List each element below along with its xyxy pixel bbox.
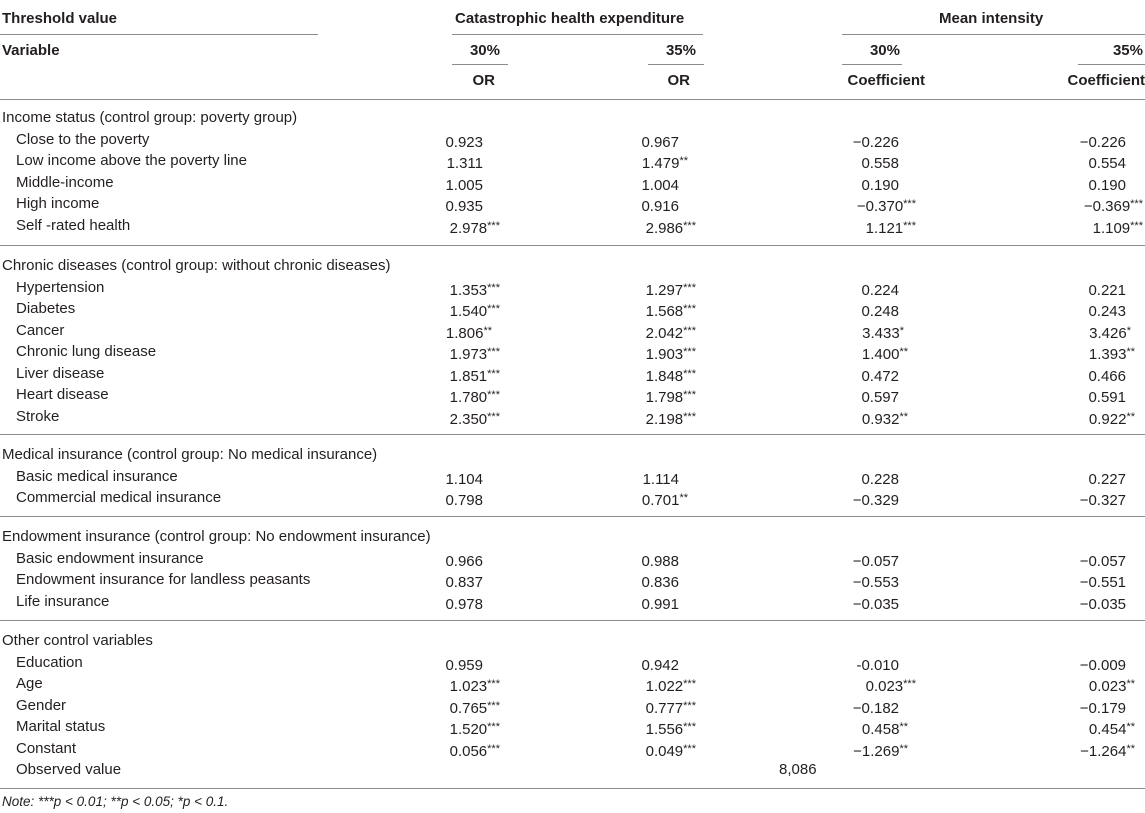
significance-stars: *** [683, 699, 696, 712]
table-cell [853, 549, 916, 572]
table-cell [646, 364, 696, 387]
significance-stars: ** [899, 410, 908, 423]
cell-value: 0.056 [449, 742, 488, 760]
table-cell [641, 173, 696, 196]
table-cell [450, 299, 500, 322]
row-label: Hypertension [16, 278, 105, 296]
table-cell [861, 364, 916, 387]
row-label: Chronic lung disease [16, 343, 157, 360]
table-cell [641, 549, 696, 572]
table-cell [862, 321, 916, 344]
cell-value: 0.837 [445, 574, 483, 591]
cell-value: −0.057 [852, 552, 899, 570]
significance-stars: *** [683, 678, 696, 690]
table-cell [1080, 696, 1143, 719]
cell-value: 2.042 [645, 324, 684, 342]
row-label: Low income above the poverty line [16, 152, 247, 169]
significance-stars: *** [487, 699, 500, 712]
significance-stars: ** [1126, 678, 1135, 690]
che-30-header: 30% [469, 42, 500, 59]
row-label: Diabetes [16, 300, 76, 317]
cell-value: −0.179 [1079, 699, 1126, 717]
table-cell [866, 674, 916, 697]
mi-30-header: 30% [869, 42, 900, 59]
cell-value: 0.935 [445, 198, 483, 215]
table-cell [646, 342, 696, 365]
mi-35-stat-header: Coefficient [1067, 72, 1145, 89]
table-cell [445, 467, 500, 490]
significance-stars: ** [483, 324, 492, 337]
cell-value: 0.991 [641, 595, 679, 613]
table-cell [450, 385, 500, 408]
cell-value: 1.973 [449, 346, 488, 363]
cell-value: 0.942 [641, 656, 679, 674]
significance-stars: *** [683, 303, 696, 315]
significance-stars: *** [683, 389, 696, 401]
table-cell [641, 592, 696, 615]
cell-value: 0.923 [445, 133, 483, 151]
table-cell [1080, 488, 1143, 511]
row-label: Life insurance [16, 592, 110, 610]
che-header: Catastrophic health expenditure [455, 10, 685, 27]
significance-stars: *** [683, 410, 696, 423]
table-cell [445, 173, 500, 196]
table-cell [1080, 739, 1143, 762]
cell-value: 0.701 [641, 492, 680, 509]
table-cell [861, 385, 916, 408]
cell-value: 1.903 [645, 346, 684, 363]
cell-value: 0.966 [445, 552, 483, 570]
cell-value: 0.765 [449, 699, 488, 717]
table-cell [1089, 407, 1143, 430]
cell-value: 1.022 [645, 678, 684, 695]
table-cell [1084, 194, 1143, 217]
table-cell [853, 696, 916, 719]
cell-value: 0.777 [645, 699, 684, 717]
cell-value: 0.967 [641, 133, 679, 151]
cell-value: −0.182 [852, 699, 899, 717]
variable-header: Variable [2, 42, 60, 59]
significance-stars: * [899, 324, 904, 337]
cell-value: 1.798 [645, 389, 684, 406]
cell-value: −1.264 [1080, 742, 1127, 760]
table-cell [861, 173, 916, 196]
significance-stars: ** [1126, 742, 1135, 755]
cell-value: 0.932 [861, 410, 900, 428]
cell-value: 1.114 [642, 470, 679, 488]
significance-stars: ** [679, 492, 688, 504]
mi-35-header: 35% [1112, 42, 1143, 59]
cell-value: -0.010 [856, 656, 899, 674]
cell-value: 0.454 [1088, 721, 1127, 738]
cell-value: −0.553 [852, 574, 899, 591]
significance-stars: *** [903, 219, 916, 232]
table-cell [646, 717, 696, 740]
cell-value: 0.466 [1088, 367, 1126, 385]
table-cell [641, 653, 696, 676]
table-cell [450, 717, 500, 740]
table-cell [646, 407, 696, 430]
cell-value: 0.798 [445, 492, 483, 509]
cell-value: 1.393 [1088, 346, 1127, 363]
row-label: Close to the poverty [16, 130, 150, 148]
section-title: Other control variables [2, 632, 153, 649]
cell-value: 0.597 [861, 389, 899, 406]
table-cell [862, 717, 916, 740]
cell-value: −0.009 [1079, 656, 1126, 674]
row-label: Endowment insurance for landless peasants [16, 571, 311, 588]
cell-value: 1.297 [645, 281, 684, 299]
cell-value: −1.269 [853, 742, 900, 760]
row-label: Self -rated health [16, 216, 131, 234]
cell-value: 1.556 [645, 721, 684, 738]
cell-value: 2.986 [645, 219, 684, 237]
significance-stars: *** [1130, 219, 1143, 232]
table-cell [1080, 549, 1143, 572]
cell-value: 3.426 [1089, 324, 1127, 342]
cell-value: 1.121 [865, 219, 904, 237]
significance-stars: *** [487, 678, 500, 690]
table-cell [646, 696, 696, 719]
significance-stars: *** [487, 721, 500, 733]
table-cell [1080, 570, 1143, 593]
subheader-rule [452, 64, 508, 65]
section-rule [0, 516, 1145, 517]
row-label: Constant [16, 739, 77, 757]
cell-value: 1.023 [449, 678, 488, 695]
table-cell [1088, 299, 1143, 322]
table-cell [861, 299, 916, 322]
significance-stars: *** [903, 678, 916, 690]
cell-value: −0.035 [852, 595, 899, 613]
cell-value: −0.057 [1079, 552, 1126, 570]
table-cell [646, 385, 696, 408]
section-rule [0, 245, 1145, 246]
cell-value: 3.433 [862, 324, 900, 342]
che-35-stat-header: OR [667, 72, 690, 89]
table-cell [1089, 321, 1143, 344]
header-bottom-rule [0, 99, 1145, 100]
cell-value: −0.035 [1079, 595, 1126, 613]
table-cell [450, 407, 500, 430]
cell-value: −0.369 [1083, 198, 1131, 215]
cell-value: −0.329 [852, 492, 899, 509]
table-cell [646, 674, 696, 697]
table-cell [1088, 385, 1143, 408]
cell-value: 0.023 [1088, 678, 1127, 695]
table-cell [861, 467, 916, 490]
table-cell [445, 488, 500, 511]
significance-stars: *** [487, 389, 500, 401]
table-cell [1080, 130, 1143, 153]
significance-stars: *** [683, 742, 696, 755]
table-cell [445, 549, 500, 572]
subheader-rule [842, 64, 902, 65]
cell-value: −0.226 [852, 133, 899, 151]
cell-value: 0.554 [1088, 155, 1126, 172]
table-cell [866, 216, 916, 239]
table-cell [646, 216, 696, 239]
significance-stars: ** [1126, 346, 1135, 358]
table-cell [861, 278, 916, 301]
cell-value: 2.198 [645, 410, 684, 428]
table-cell [853, 739, 916, 762]
cell-value: 1.104 [445, 470, 483, 488]
significance-stars: *** [487, 219, 500, 232]
table-cell [445, 653, 500, 676]
cell-value: 0.221 [1088, 281, 1126, 299]
header-rule [0, 34, 318, 35]
cell-value: 1.568 [645, 303, 684, 320]
significance-stars: ** [679, 155, 688, 167]
cell-value: 1.005 [445, 176, 483, 194]
table-cell [446, 321, 500, 344]
cell-value: 1.004 [641, 176, 679, 194]
row-label: Heart disease [16, 386, 109, 403]
cell-value: 0.228 [861, 470, 899, 488]
significance-stars: *** [487, 410, 500, 423]
table-cell [445, 592, 500, 615]
section-rule [0, 620, 1145, 621]
observed-label: Observed value [16, 761, 122, 778]
table-cell [856, 653, 916, 676]
significance-stars: *** [683, 367, 696, 380]
significance-stars: ** [899, 346, 908, 358]
section-title: Endowment insurance (control group: No endowment insurance) [2, 528, 431, 545]
cell-value: 0.472 [861, 367, 899, 385]
cell-value: 0.243 [1088, 303, 1126, 320]
table-cell [641, 194, 696, 217]
table-note: Note: ***p < 0.01; **p < 0.05; *p < 0.1. [2, 794, 229, 809]
table-cell [853, 570, 916, 593]
table-cell [643, 467, 696, 490]
table-cell [1089, 717, 1143, 740]
table-cell [861, 151, 916, 174]
table-cell [447, 151, 500, 174]
significance-stars: *** [487, 742, 500, 755]
cell-value: 1.806 [445, 324, 484, 342]
cell-value: 0.988 [641, 552, 679, 570]
row-label: Commercial medical insurance [16, 489, 222, 506]
cell-value: 0.224 [861, 281, 899, 299]
table-cell [642, 151, 696, 174]
table-cell [445, 194, 500, 217]
table-cell [646, 321, 696, 344]
cell-value: 1.540 [449, 303, 488, 320]
table-cell [641, 130, 696, 153]
row-label: Basic medical insurance [16, 467, 178, 485]
cell-value: 1.311 [446, 155, 483, 172]
significance-stars: *** [683, 346, 696, 358]
table-cell [450, 364, 500, 387]
cell-value: 0.227 [1088, 470, 1126, 488]
table-cell [450, 216, 500, 239]
cell-value: 0.978 [445, 595, 483, 613]
cell-value: 1.353 [449, 281, 488, 299]
cell-value: 0.023 [865, 678, 904, 695]
significance-stars: *** [683, 281, 696, 294]
cell-value: −0.327 [1079, 492, 1126, 509]
section-title: Medical insurance (control group: No medical insurance) [2, 446, 378, 463]
cell-value: 0.959 [445, 656, 483, 674]
table-cell [642, 488, 696, 511]
significance-stars: *** [487, 281, 500, 294]
table-cell [450, 278, 500, 301]
cell-value: −0.551 [1079, 574, 1126, 591]
significance-stars: *** [903, 198, 916, 210]
cell-value: 1.780 [449, 389, 488, 406]
significance-stars: ** [1126, 721, 1135, 733]
row-label: Stroke [16, 407, 60, 425]
cell-value: −0.226 [1079, 133, 1126, 151]
significance-stars: *** [683, 721, 696, 733]
table-cell [1088, 151, 1143, 174]
significance-stars: ** [1126, 410, 1135, 423]
significance-stars: ** [899, 742, 908, 755]
cell-value: 2.350 [449, 410, 488, 428]
cell-value: 1.851 [449, 367, 488, 385]
row-label: Marital status [16, 718, 106, 735]
significance-stars: *** [683, 219, 696, 232]
table-cell [450, 696, 500, 719]
row-label: Education [16, 653, 83, 671]
table-cell [1088, 278, 1143, 301]
significance-stars: ** [899, 721, 908, 733]
cell-value: 1.848 [645, 367, 684, 385]
cell-value: 0.916 [641, 198, 679, 215]
row-label: Cancer [16, 321, 65, 339]
cell-value: 1.109 [1092, 219, 1131, 237]
table-cell [450, 674, 500, 697]
mean-intensity-header: Mean intensity [939, 10, 1044, 27]
table-cell [445, 570, 500, 593]
row-label: Liver disease [16, 364, 105, 382]
table-cell [450, 739, 500, 762]
table-cell [1088, 173, 1143, 196]
subheader-rule [648, 64, 704, 65]
cell-value: 0.558 [861, 155, 899, 172]
row-label: Basic endowment insurance [16, 549, 204, 567]
cell-value: 1.400 [861, 346, 900, 363]
table-cell [1080, 653, 1143, 676]
significance-stars: *** [487, 303, 500, 315]
threshold-header: Threshold value [2, 10, 118, 27]
cell-value: 1.479 [641, 155, 680, 172]
table-cell [1080, 592, 1143, 615]
table-cell [1089, 342, 1143, 365]
cell-value: 0.049 [645, 742, 684, 760]
mi-30-stat-header: Coefficient [847, 72, 925, 89]
cell-value: 0.248 [861, 303, 899, 320]
row-label: Middle-income [16, 173, 114, 191]
cell-value: 0.591 [1088, 389, 1126, 406]
significance-stars: *** [487, 367, 500, 380]
section-title: Income status (control group: poverty group) [2, 109, 298, 126]
table-bottom-rule [0, 788, 1145, 789]
row-label: Age [16, 675, 43, 692]
table-cell [1093, 216, 1143, 239]
che-35-header: 35% [665, 42, 696, 59]
significance-stars: * [1126, 324, 1131, 337]
table-cell [641, 570, 696, 593]
table-cell [853, 130, 916, 153]
section-rule [0, 434, 1145, 435]
che-30-stat-header: OR [472, 72, 495, 89]
table-cell [853, 488, 916, 511]
cell-value: −0.370 [856, 198, 904, 215]
significance-stars: *** [487, 346, 500, 358]
header-rule [842, 34, 1145, 35]
cell-value: 1.520 [449, 721, 488, 738]
table-cell [450, 342, 500, 365]
table-cell [445, 130, 500, 153]
table-cell [853, 592, 916, 615]
cell-value: 0.190 [1088, 176, 1126, 194]
cell-value: 0.190 [861, 176, 899, 194]
table-cell [862, 342, 916, 365]
cell-value: 0.922 [1088, 410, 1127, 428]
significance-stars: *** [683, 324, 696, 337]
table-cell [646, 299, 696, 322]
table-cell [857, 194, 916, 217]
row-label: Gender [16, 696, 67, 714]
significance-stars: *** [1130, 198, 1143, 210]
cell-value: 0.458 [861, 721, 900, 738]
cell-value: 2.978 [449, 219, 488, 237]
header-rule [452, 34, 703, 35]
table-cell [646, 278, 696, 301]
row-label: High income [16, 195, 100, 212]
subheader-rule [1078, 64, 1145, 65]
observed-value: 8,086 [779, 761, 817, 778]
table-cell [1088, 364, 1143, 387]
table-cell [1089, 674, 1143, 697]
table-cell [1088, 467, 1143, 490]
table-cell [646, 739, 696, 762]
cell-value: 0.836 [641, 574, 679, 591]
table-cell [862, 407, 916, 430]
section-title: Chronic diseases (control group: without chronic diseases) [2, 257, 391, 274]
